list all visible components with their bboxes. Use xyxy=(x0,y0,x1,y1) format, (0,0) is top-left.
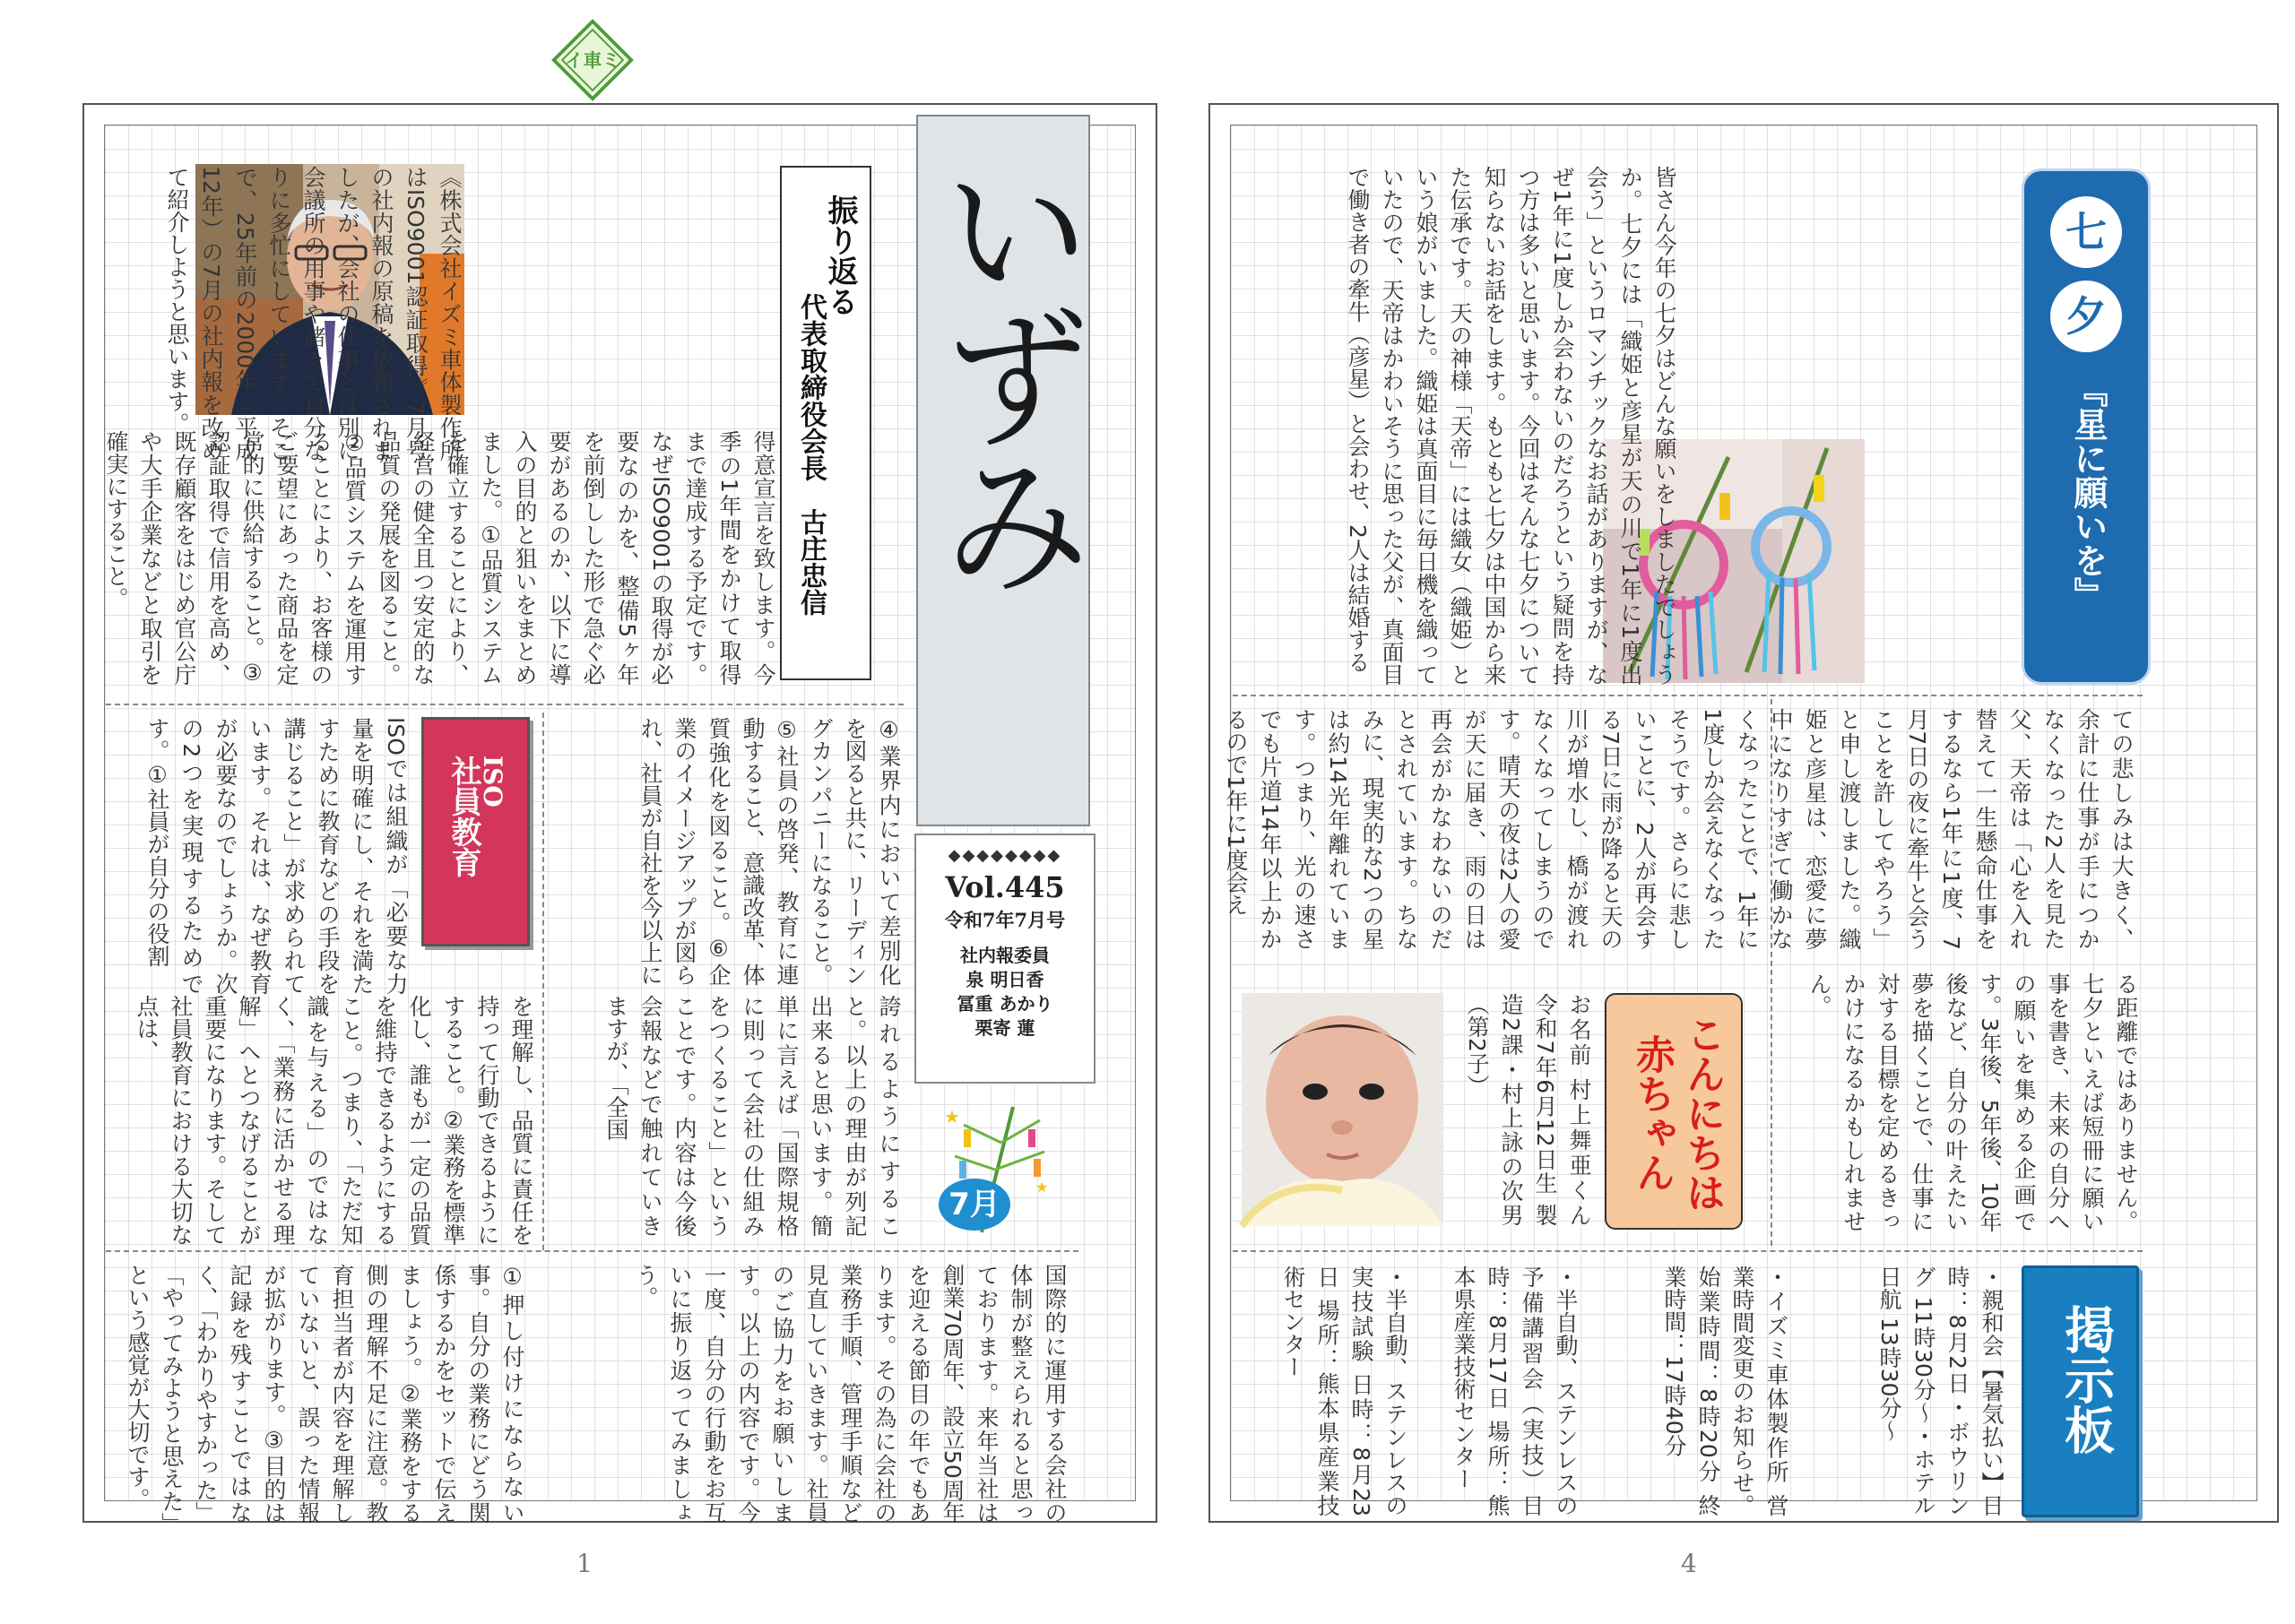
staff-member: 冨重 あかり xyxy=(957,993,1053,1015)
bulletin-item-4: ・半自動、ステンレスの実技試験 日時：8月23日 場所：熊本県産業技術センター xyxy=(1280,1266,1408,1516)
staff-list xyxy=(916,944,1094,1041)
baby-heading: こんにちは赤ちゃん xyxy=(1629,1015,1725,1212)
feature-article-col1: 《株式会社イズミ車体製作所はISO9001認証取得》7月号の社内報の原稿を依頼されましたが、会社の仕事とは別に会議所の用事や諸々で自分なりに多忙にしています。そこで、25年前の2000年（平成12年）の7月の社内報を改めて紹介しようと思います。 xyxy=(164,166,463,462)
newsletter-title: いずみ xyxy=(914,152,1092,593)
feature-heading: 振り返る xyxy=(822,194,858,316)
tanabata-char-2: 夕 xyxy=(2050,281,2122,352)
volume-diamonds: ◆◆◆◆◆◆◆◆ xyxy=(948,846,1062,865)
feature-article-col4: 誇れるようにすること。以上の理由が列記出来ると思います。簡単に言えば「国際規格に則って会社の仕組みをつくること」ということです。内容は今後会報などで触れていきますが、「全国 xyxy=(603,995,902,1237)
tanabata-heading xyxy=(2022,168,2151,685)
bulletin-item-2: ・イズミ車体製作所 営業時間変更のお知らせ。始業時間：8時20分 終業時間：17時40分 xyxy=(1661,1266,1789,1516)
bulletin-board-heading-box xyxy=(2022,1266,2139,1517)
feature-article-col3: ④業界内において差別化を図ると共に、リーディングカンパニーになること。⑤社員の啓発、教育に連動すること、意識改革、体質強化を図ること。⑥企業のイメージアップが図られ、社員が自社を今以上に xyxy=(637,717,902,986)
iso-article-col2: を理解し、品質に責任を持って行動できるようにすること。②業務を標準化し、誰もが一定の品質を維持できるようにすること。つまり、「ただ知識を与える」のではなく、「業務に活かせる理解」へとつなげることが重要になります。そして社員教育における大切な点は、 xyxy=(134,995,534,1246)
iso-heading-line1: ISO xyxy=(478,756,507,808)
feature-article-col2: 得意宣言を致します。今季の1年間をかけて取得まで達成する予定です。なぜISO9001の取得が必要なのかを、整備5ヶ年を前倒しした形で急ぐ必要があるのか、以下に導入の目的と狙いをまとめました。①品質システムを確立することにより、経営の健全且つ安定的な品質の発展を図ること。②品質システムを運用することにより、お客様のご要望にあった商品を定常的に供給すること。③認証取得で信用を高め、既存顧客をはじめ官公庁や大手企業などと取引を確実にすること。 xyxy=(103,430,776,686)
newsletter-title-box xyxy=(916,115,1090,826)
tanabata-subtitle: 『星に願いを』 xyxy=(2068,373,2108,611)
bulletin-item-3: ・半自動、ステンレスの予備講習会（実技）日時：8月17日 場所：熊本県産業技術センター xyxy=(1451,1266,1579,1516)
left-divider-bottom xyxy=(106,1250,1078,1252)
right-divider-vertical xyxy=(1771,699,1772,1246)
bulletin-item-1: ・親和会【暑気払い】日時：8月2日・ボウリング 11時30分〜・ホテル日航 13時30分〜 xyxy=(1876,1266,2005,1516)
left-divider-vertical xyxy=(542,713,544,1250)
left-divider-top xyxy=(106,704,904,705)
tanabata-article-col4: る距離ではありません。七夕といえば短冊に願い事を書き、未来の自分への願いを集める企画です。3年後、5年後、10年後など、自分の叶えたい夢を描くことで、仕事に対する目標を定めるきっかけになるかもしれません。 xyxy=(1806,972,2139,1232)
iso-article-col3: ①押し付けにならない事。自分の業務にどう関係するかをセットで伝えましょう。②業務をする側の理解不足に注意。教育担当者が内容を理解していないと、誤った情報が拡がります。③目的は記録を残すことではなく、「わかりやすかった」「やってみようと思えた」という感覚が大切です。 xyxy=(125,1264,525,1524)
staff-heading: 社内報委員 xyxy=(960,945,1050,966)
right-divider-top xyxy=(1233,695,2143,696)
tanabata-article-col1: 皆さん今年の七夕はどんな願いをしましたでしょうか。七夕には「織姫と彦星が天の川で1年に1度出会う」というロマンチックなお話がありますが、なぜ1年に1度しか会わないのだろうという疑問を持つ方は多いと思います。今回はそんな七夕について知らないお話をします。もともと七夕は中国から来た伝承です。天の神様「天帝」には織女（織姫）という娘がいました。織姫は真面目に毎日機を織っていたので、天帝はかわいそうに思った父が、真面目で働き者の牽牛（彦星）と会わせ、2人は結婚する xyxy=(1345,166,1677,686)
logo-text: イ車ミ xyxy=(564,49,621,72)
company-logo xyxy=(550,18,635,102)
iso-article-col1: ISOでは組織が「必要な力量を明確にし、それを満たすために教育などの手段を講じること」が求められています。それは、なぜ教育が必要なのでしょうか。次の2つを実現するためです。①社員が自分の役割 xyxy=(144,717,409,995)
feature-article-col5: 国際的に運用する会社の体制が整えられると思っております。来年当社は創業70周年、設立50周年を迎える節目の年でもあります。その為に会社の業務手順、管理手順など見直していきます。社員のご協力をお願いします。以上の内容です。今一度、自分の行動をお互いに振り返ってみましょう。 xyxy=(633,1264,1068,1524)
staff-member: 泉 明日香 xyxy=(966,969,1044,990)
bulletin-board-heading: 掲示板 xyxy=(2057,1304,2115,1455)
tanabata-char-1: 七 xyxy=(2050,196,2122,268)
feature-subheading: 代表取締役会長 古庄忠信 xyxy=(795,293,827,616)
issue-date: 令和7年7月号 xyxy=(944,909,1066,931)
volume-number: Vol.445 xyxy=(945,870,1065,904)
page-number-right: 4 xyxy=(1681,1549,1697,1578)
baby-photo xyxy=(1242,993,1443,1226)
baby-article: お名前 村上舞亜くん 令和7年6月12日生 製造2課・村上詠の次男（第2子） xyxy=(1464,993,1592,1226)
july-illustration xyxy=(928,1098,1062,1237)
right-divider-bottom xyxy=(1233,1250,2143,1252)
tanabata-article-col2-main xyxy=(1874,166,2008,686)
page-number-left: 1 xyxy=(576,1549,593,1578)
staff-member: 栗寄 蓮 xyxy=(974,1017,1035,1039)
baby-heading-box xyxy=(1605,993,1743,1230)
svg-text:★: ★ xyxy=(1035,1179,1049,1196)
svg-text:★: ★ xyxy=(944,1106,960,1127)
tanabata-article-col3: ての悲しみは大きく、余計に仕事が手につかなくなった2人を見た父、天帝は「心を入れ替えて一生懸命仕事をするなら1年に1度、7月7日の夜に牽牛と会うことを許してやろう」と申し渡しました。織姫と彦星は、恋愛に夢中になりすぎて働かなくなったことで、1年に1度しか会えなくなったそうです。さらに悲しいことに、2人が再会する7日に雨が降ると天の川が増水し、橋が渡れなくなってしまうのです。晴天の夜は2人の愛が天に届き、雨の日は再会がかなわないのだとされています。ちなみに、現実的な2つの星は約14光年離れています。つまり、光の速さでも片道14年以上かかるので1年に1度会え xyxy=(1223,708,2135,950)
july-badge: 7月 xyxy=(939,1179,1010,1231)
feature-heading-box xyxy=(780,166,871,680)
iso-heading-box xyxy=(421,717,530,946)
iso-heading-line2: 社員教育 xyxy=(446,756,481,877)
volume-box xyxy=(914,834,1096,1084)
